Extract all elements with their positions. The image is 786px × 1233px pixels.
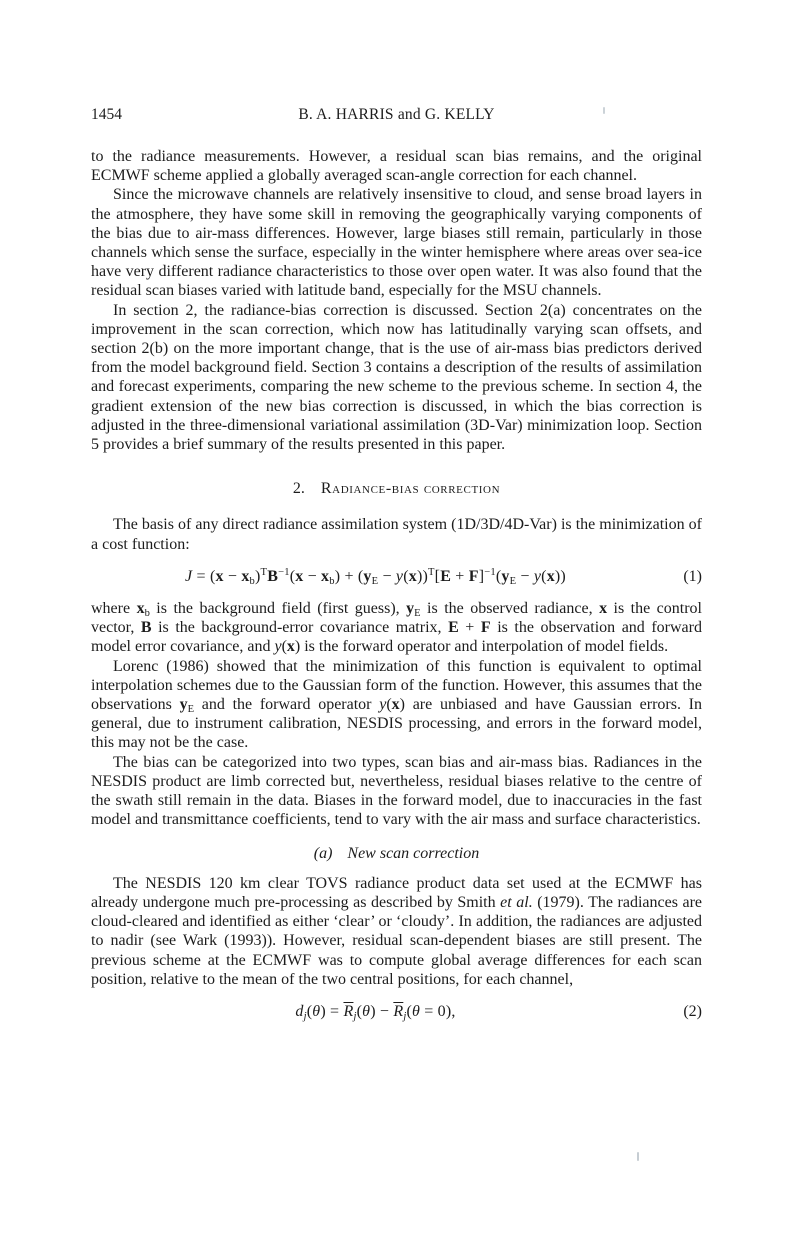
body-paragraph-2: Since the microwave channels are relatively insensitive to cloud, and sense broad layers in the atmosphere, they have some skill in removing the geographically varying components of the bias due to air-mass differences. However, large biases still remain, particularly in those channels which sense the surface, especially in the winter hemisphere where areas over sea-ice have very different radiance characteristics to those over open water. It was also found that the residual scan biases varied with latitude band, especially for the MSU channels. (91, 186, 702, 300)
page-header (91, 106, 702, 126)
body-paragraph-8: The NESDIS 120 km clear TOVS radiance product data set used at the ECMWF has already undergone much pre-processing as described by Smith et al. (1979). The radiances are cloud-cleared and identified as either ‘clear’ or ‘cloudy’. In addition, the radiances are adjusted to nadir (see Wark (1993)). However, residual scan-dependent biases are still present. The previous scheme at the ECMWF was to compute global average differences for each scan position, relative to the mean of the two central positions, for each channel, (91, 874, 703, 988)
body-paragraph-1: to the radiance measurements. However, a residual scan bias remains, and the original ECMWF scheme applied a globally averaged scan-angle correction for each channel. (91, 148, 702, 185)
equation-1-number: (1) (683, 567, 702, 585)
body-paragraph-5: where $x_b$ is the background field (first guess), $y_E$ is the observed radiance, x is the control vector, B is the background-error covariance matrix, E + F is the observation and forward model error covariance, and y(x) is the forward operator and interpolation of model fields. (91, 600, 703, 656)
equation-2-number: (2) (683, 1002, 702, 1020)
section-number: 2. (292, 480, 305, 498)
equation-2-body: $d_j(\theta) = \overline{R}_j(\theta) - \overline{R}_j(\theta = 0)$, (295, 1002, 456, 1022)
body-paragraph-6: Lorenc (1986) showed that the minimization of this function is equivalent to optimal interpolation schemes due to the Gaussian form of the function. However, this assumes that the observations $y_E$ and the forward operator y(x) are unbiased and have Gaussian errors. In general, due to instrument calibration, NESDIS processing, and errors in the forward model, this may not be the case. (91, 657, 702, 752)
equation-1 (91, 567, 702, 586)
body-paragraph-4: The basis of any direct radiance assimilation system (1D/3D/4D-Var) is the minimization of a cost function: (91, 516, 702, 553)
equation-2 (91, 1002, 702, 1021)
running-title: B. A. HARRIS and G. KELLY (298, 106, 495, 123)
equation-1-body: $J = (x - x_b)^TB^{-1}(x - x_b) + (y_E - y(x))^T[E + F]^{-1}(y_E - y(x))$ (185, 567, 566, 587)
subsection-a-heading (91, 844, 702, 863)
scan-artifact-bottom (637, 1152, 639, 1161)
body-paragraph-7: The bias can be categorized into two types, scan bias and air-mass bias. Radiances in the NESDIS product are limb corrected but, nevertheless, residual biases relative to the centre of the swath still remain in the data. Biases in the forward model, due to inaccuracies in the fast model and transmittance coefficients, tend to vary with the air mass and surface characteristics. (91, 753, 702, 829)
section-2-heading (91, 479, 702, 498)
page-number: 1454 (91, 106, 122, 123)
subsection-title: New scan correction (347, 844, 480, 862)
scan-artifact-top (603, 107, 605, 114)
body-paragraph-3: In section 2, the radiance-bias correction is discussed. Section 2(a) concentrates on the improvement in the scan correction, which now has latitudinally varying scan offsets, and section 2(b) on the more important change, that is the use of air-mass bias predictors derived from the model background field. Section 3 contains a description of the results of assimilation and forecast experiments, comparing the new scheme to the previous scheme. In section 4, the gradient extension of the new bias correction is discussed, in which the bias correction is adjusted in the three-dimensional variational assimilation (3D-Var) minimization loop. Section 5 provides a brief summary of the results presented in this paper. (91, 301, 702, 454)
section-title: Radiance-bias correction (320, 480, 501, 498)
page-body (91, 147, 702, 1034)
subsection-label: (a) (313, 844, 333, 862)
